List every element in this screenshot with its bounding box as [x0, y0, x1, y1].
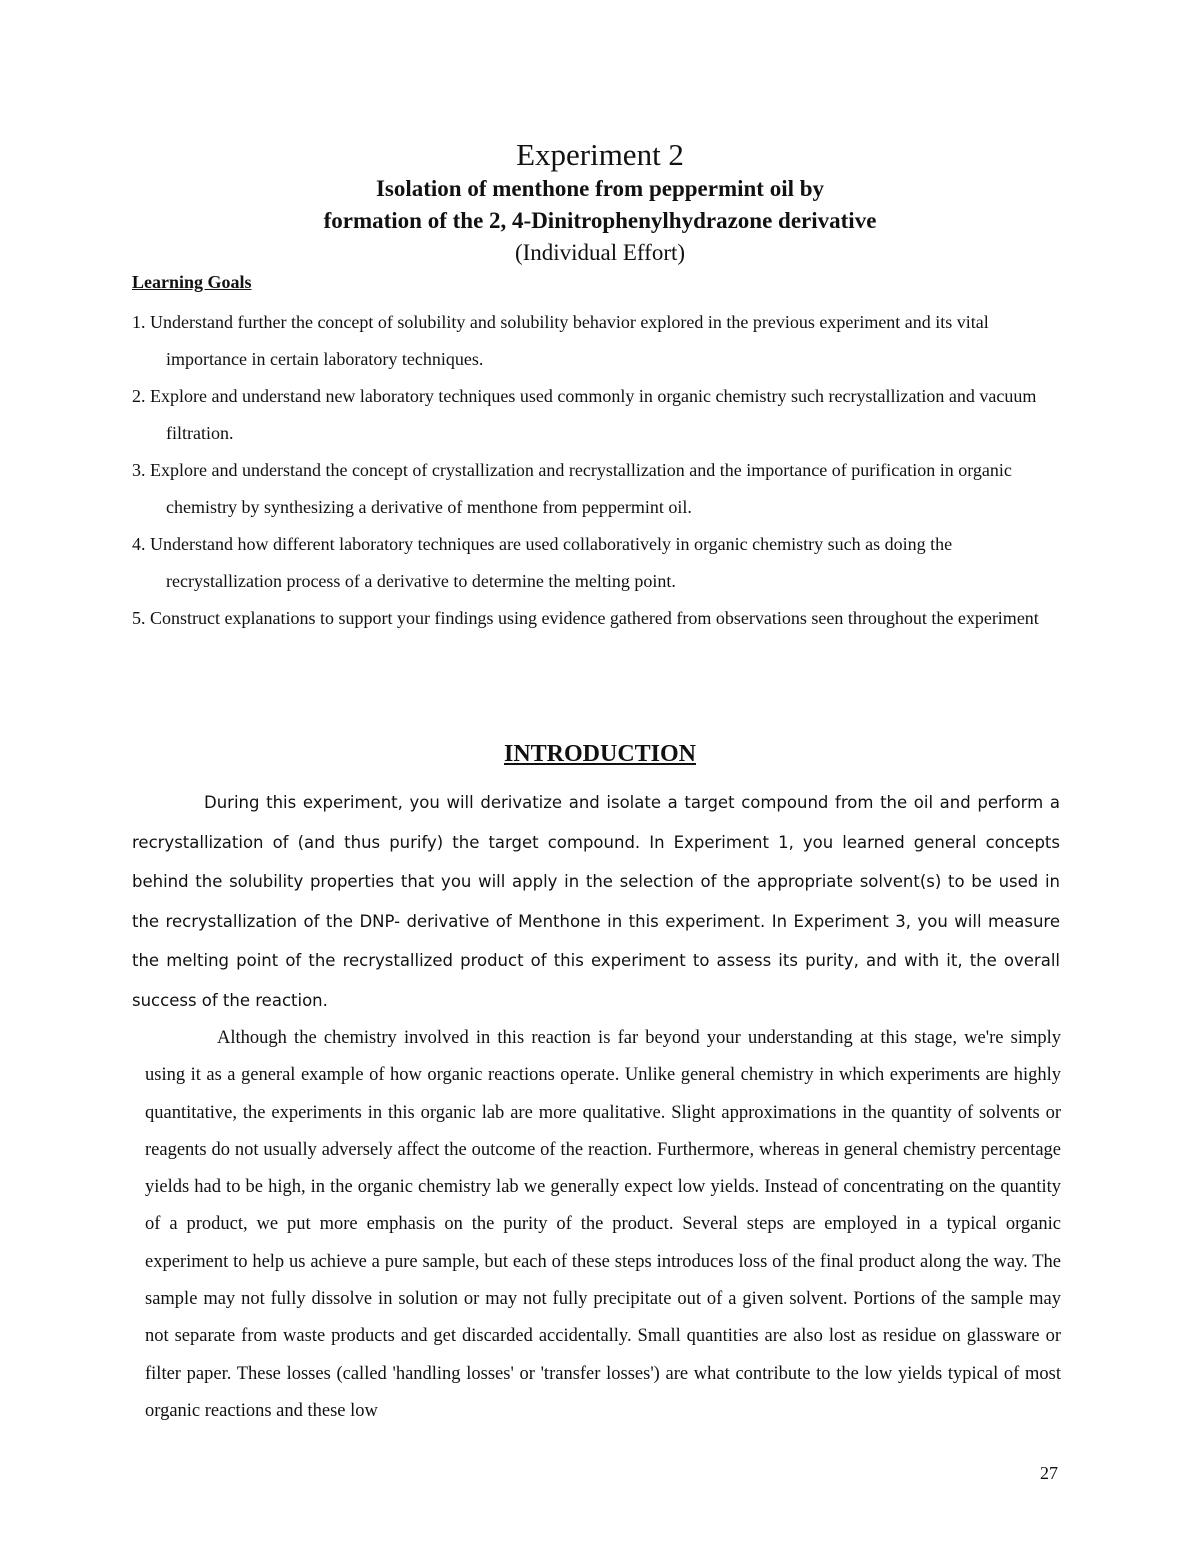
introduction-paragraph-2: Although the chemistry involved in this reaction is far beyond your understanding at this stage, we're simply using it as a general example of how organic reactions operate. Unlike general chemistry in which experiments are highly quantitative, the experiments in this organic lab are more qualitative. Slight approximations in the quantity of solvents or reagents do not usually adversely affect the outcome of the reaction. Furthermore, whereas in general chemistry percentage yields had to be high, in the organic chemistry lab we generally expect low yields. Instead of concentrating on the quantity of a product, we put more emphasis on the purity of the product. Several steps are employed in a typical organic experiment to help us achieve a pure sample, but each of these steps introduces loss of the final product along the way. The sample may not fully dissolve in solution or may not fully precipitate out of a given solvent. Portions of the sample may not separate from waste products and get discarded accidentally. Small quantities are also lost as residue on glassware or filter paper. These losses (called 'handling losses' or 'transfer losses') are what contribute to the low yields typical of most organic reactions and these low: [145, 1028, 1061, 1421]
experiment-subtitle-line-1: Isolation of menthone from peppermint oil by: [375, 176, 825, 201]
introduction-paragraph-1: During this experiment, you will derivatize and isolate a target compound from the oil and perform a recrystallization of (and thus purify) the target compound. In Experiment 1, you learned general concepts behind the solubility properties that you will apply in the selection of the appropriate solvent(s) to be used in the recrystallization of the DNP- derivative of Menthone in this experiment. In Experiment 3, you will measure the melting point of the recrystallized product of this experiment to assess its purity, and with it, the overall success of the reaction.: [132, 793, 1060, 1010]
experiment-subtitle-line-2: formation of the 2, 4-Dinitrophenylhydrazone derivative: [323, 208, 877, 233]
learning-goal-item: 4. Understand how different laboratory techniques are used collaboratively in organic chemistry such as doing the recrystallization process of a derivative to determine the melting point.: [132, 534, 953, 591]
learning-goal-item: 2. Explore and understand new laboratory techniques used commonly in organic chemistry such recrystallization and vacuum filtration.: [132, 386, 1037, 443]
learning-goal-item: 3. Explore and understand the concept of crystallization and recrystallization and the importance of purification in organic chemistry by synthesizing a derivative of menthone from peppermint oil.: [132, 460, 1012, 517]
page-number: 27: [1040, 1463, 1058, 1483]
learning-goal-item: 5. Construct explanations to support your findings using evidence gathered from observations seen throughout the experiment: [132, 608, 1039, 628]
learning-goals-list: [132, 304, 1062, 637]
introduction-heading: INTRODUCTION: [503, 741, 697, 767]
experiment-title: Experiment 2: [516, 137, 684, 172]
learning-goal-item: 1. Understand further the concept of solubility and solubility behavior explored in the previous experiment and its vital importance in certain laboratory techniques.: [132, 312, 989, 369]
learning-goals-heading: Learning Goals: [132, 272, 252, 292]
effort-note: (Individual Effort): [514, 240, 686, 265]
